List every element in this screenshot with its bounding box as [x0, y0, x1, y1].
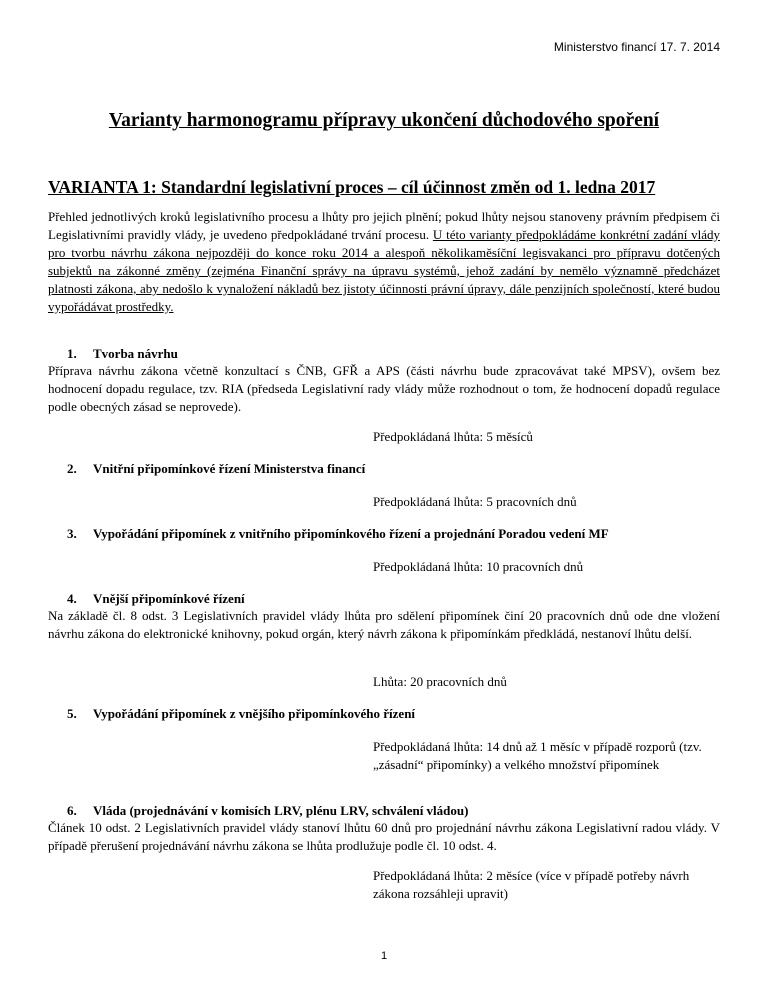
step-6-text: Článek 10 odst. 2 Legislativních pravidel vlády stanoví lhůtu 60 dnů pro projednání návrhu zákona Legislativní radou vlády. V případě přerušení projednávání návrhu zákona se lhůta prodlužuje podle čl. 10 odst. 4.: [48, 820, 720, 853]
document-title: Varianty harmonogramu přípravy ukončení důchodového spoření: [108, 110, 660, 131]
step-title-text: Vypořádání připomínek z vnějšího připomínkového řízení: [93, 706, 416, 721]
step-1-title: [67, 345, 178, 363]
step-1-deadline: Předpokládaná lhůta: 5 měsíců: [373, 429, 533, 444]
step-title-text: Tvorba návrhu: [93, 346, 178, 361]
step-5-deadline: Předpokládaná lhůta: 14 dnů až 1 měsíc v případě rozporů (tzv. „zásadní“ připomínky) a velkého množství připomínek: [373, 739, 702, 772]
step-6-deadline: Předpokládaná lhůta: 2 měsíce (více v případě potřeby návrh zákona rozsáhleji upravit): [373, 868, 690, 901]
variant-intro: [48, 208, 720, 316]
step-5-title: [67, 705, 415, 723]
page-number: 1: [380, 950, 388, 962]
step-title-text: Vláda (projednávání v komisích LRV, plénu LRV, schválení vládou): [93, 803, 469, 818]
step-number: 1.: [67, 346, 77, 361]
step-2-deadline: Předpokládaná lhůta: 5 pracovních dnů: [373, 494, 577, 509]
step-number: 6.: [67, 803, 77, 818]
step-3-deadline: Předpokládaná lhůta: 10 pracovních dnů: [373, 559, 584, 574]
header-note: Ministerstvo financí 17. 7. 2014: [553, 40, 720, 54]
step-3-title: [67, 525, 609, 543]
step-number: 4.: [67, 591, 77, 606]
step-title-text: Vnitřní připomínkové řízení Ministerstva financí: [93, 461, 366, 476]
step-4-title: [67, 590, 245, 608]
step-4-text: Na základě čl. 8 odst. 3 Legislativních pravidel vlády lhůta pro sdělení připomínek činí 20 pracovních dnů ode dne vložení návrhu zákona do elektronické knihovny, pokud orgán, který návrh zákona k připomínkám předkládá, nestanoví lhůtu delší.: [48, 608, 720, 641]
intro-plain-text: Přehled jednotlivých kroků legislativního procesu a lhůty pro jejich plnění; pokud lhůty nejsou stanoveny právním předpisem či Legislativními pravidly vlády, je uvedeno předpokládané trvání procesu.: [48, 209, 720, 242]
intro-underlined-text: U této varianty předpokládáme konkrétní zadání vlády pro tvorbu návrhu zákona nejpozději do konce roku 2014 a alespoň několikaměsíční legisvakanci pro přípravu dotčených subjektů na zákonné změny (zejména Finanční správy na úpravu systémů, jehož zadání by nemělo významně předcházet platnosti zákona, aby nedošlo k vynaložení nákladů bez jistoty účinnosti právní úpravy, dále penzijních společností, které budou vypořádávat prostředky.: [48, 227, 720, 314]
step-number: 2.: [67, 461, 77, 476]
step-2-title: [67, 460, 365, 478]
step-1-text: Příprava návrhu zákona včetně konzultací s ČNB, GFŘ a APS (části návrhu bude zpracovávat také MPSV), ovšem bez hodnocení dopadu regulace, tzv. RIA (předseda Legislativní rady vlády může rozhodnout o tom, že hodnocení dopadů regulace podle obecných zásad se neprovede).: [48, 363, 720, 414]
variant-heading: VARIANTA 1: Standardní legislativní proces – cíl účinnost změn od 1. ledna 2017: [48, 177, 656, 197]
step-title-text: Vypořádání připomínek z vnitřního připomínkového řízení a projednání Poradou vedení MF: [93, 526, 609, 541]
step-number: 5.: [67, 706, 77, 721]
step-6-title: [67, 802, 468, 820]
step-number: 3.: [67, 526, 77, 541]
step-4-deadline: Lhůta: 20 pracovních dnů: [373, 674, 507, 689]
step-title-text: Vnější připomínkové řízení: [93, 591, 245, 606]
